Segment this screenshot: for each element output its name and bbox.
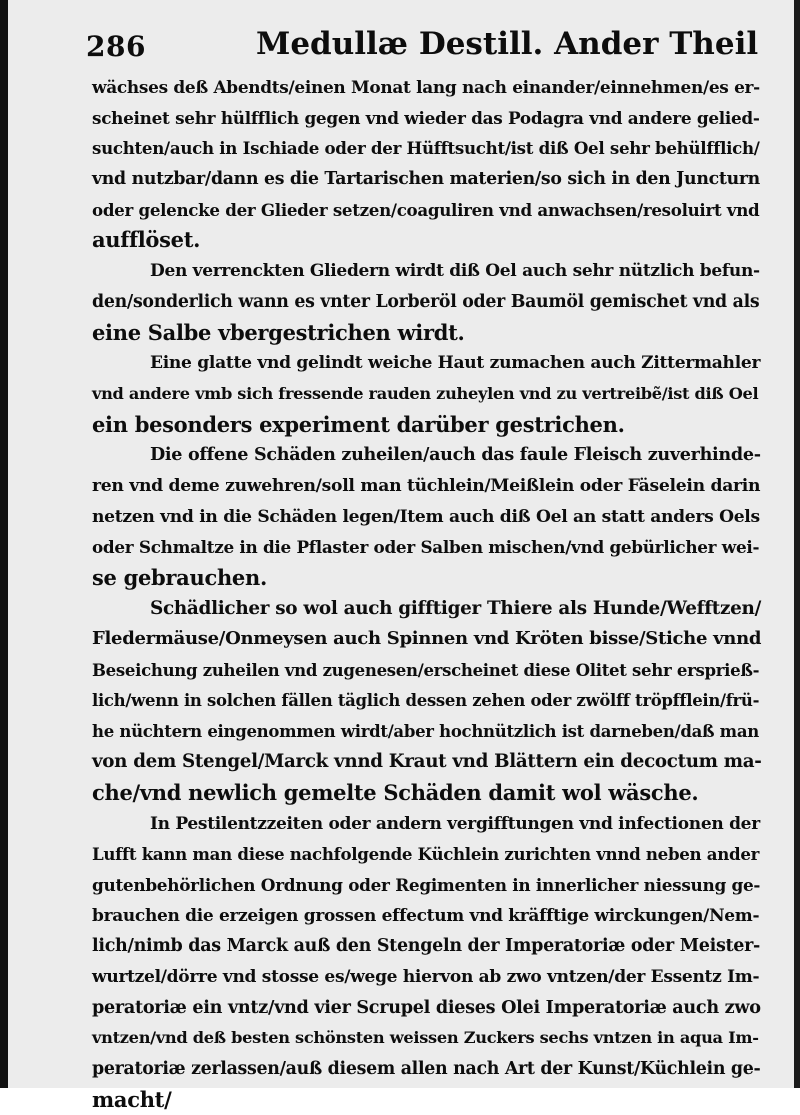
text-line: vntzen/vnd deß besten schönsten weissen Zuckers sechs vntzen in aqua Im- xyxy=(92,1028,759,1048)
text-line: Schädlicher so wol auch gifftiger Thiere als Hunde/Wefftzen/ xyxy=(150,597,761,619)
text-line: wurtzel/dörre vnd stosse es/wege hiervon ab zwo vntzen/der Essentz Im- xyxy=(92,966,760,987)
text-line: Den verrenckten Gliedern wirdt diß Oel auch sehr nützlich befun- xyxy=(150,261,760,282)
text-line: Eine glatte vnd gelindt weiche Haut zumachen auch Zittermahler xyxy=(150,353,761,374)
text-line: suchten/auch in Ischiade oder der Hüfftsucht/ist diß Oel sehr behülfflich/ xyxy=(92,138,760,159)
text-line: Fledermäuse/Onmeysen auch Spinnen vnd Kröten bisse/Stiche vnnd xyxy=(92,628,762,650)
text-line: vnd andere vmb sich fressende rauden zuheylen vnd zu vertreibẽ/ist diß Oel xyxy=(92,383,759,403)
text-line: aufflöset. xyxy=(92,227,201,253)
text-line: peratoriæ ein vntz/vnd vier Scrupel dieses Olei Imperatoriæ auch zwo xyxy=(92,996,761,1018)
text-line: gutenbehörlichen Ordnung oder Regimenten in innerlicher niessung ge- xyxy=(92,874,761,895)
page-left-shadow xyxy=(0,0,8,1088)
text-line: Die offene Schäden zuheilen/auch das faule Fleisch zuverhinde- xyxy=(150,445,761,466)
text-line: che/vnd newlich gemelte Schäden damit wol wäsche. xyxy=(92,779,699,805)
text-line: von dem Stengel/Marck vnnd Kraut vnd Blättern ein decoctum ma- xyxy=(92,751,762,773)
text-line: se gebrauchen. xyxy=(92,565,267,590)
running-title: Medullæ Destill. Ander Theil xyxy=(256,26,759,62)
text-line: he nüchtern eingenommen wirdt/aber hochnützlich ist darneben/daß man xyxy=(92,721,759,742)
text-line: lich/nimb das Marck auß den Stengeln der Imperatoriæ oder Meister- xyxy=(92,936,761,957)
text-line: lich/wenn in solchen fällen täglich dessen zehen oder zwölff tröpfflein/frü- xyxy=(92,690,760,710)
body-text xyxy=(92,72,764,1115)
text-line: eine Salbe vbergestrichen wirdt. xyxy=(92,319,465,345)
text-line: In Pestilentzzeiten oder andern vergifftungen vnd infectionen der xyxy=(150,813,760,834)
text-line: wächses deß Abendts/einen Monat lang nach einander/einnehmen/es er- xyxy=(92,77,760,97)
text-line: oder gelencke der Glieder setzen/coaguliren vnd anwachsen/resoluirt vnd xyxy=(92,199,760,220)
text-line: oder Schmaltze in die Pflaster oder Salben mischen/vnd gebürlicher wei- xyxy=(92,537,760,558)
text-line: macht/ xyxy=(92,1086,172,1112)
page-number: 286 xyxy=(86,30,146,63)
text-line: brauchen die erzeigen grossen effectum vnd kräfftige wirckungen/Nem- xyxy=(92,905,760,926)
text-line: ein besonders experiment darüber gestrichen. xyxy=(92,411,625,437)
page-right-shadow xyxy=(794,0,800,1088)
page-header xyxy=(86,22,766,66)
text-line: scheinet sehr hülfflich gegen vnd wieder das Podagra vnd andere gelied- xyxy=(92,107,760,128)
text-line: peratoriæ zerlassen/auß diesem allen nach Art der Kunst/Küchlein ge- xyxy=(92,1059,761,1079)
text-line: Beseichung zuheilen vnd zugenesen/erscheinet diese Olitet sehr ersprieß- xyxy=(92,660,760,681)
text-line: vnd nutzbar/dann es die Tartarischen materien/so sich in den Juncturn xyxy=(92,169,760,190)
text-line: Lufft kann man diese nachfolgende Küchlein zurichten vnnd neben ander xyxy=(92,844,760,865)
text-line: netzen vnd in die Schäden legen/Item auch diß Oel an statt anders Oels xyxy=(92,506,760,527)
text-line: den/sonderlich wann es vnter Lorberöl oder Baumöl gemischet vnd als xyxy=(92,291,760,312)
text-line: ren vnd deme zuwehren/soll man tüchlein/Meißlein oder Fäselein darin xyxy=(92,475,761,496)
